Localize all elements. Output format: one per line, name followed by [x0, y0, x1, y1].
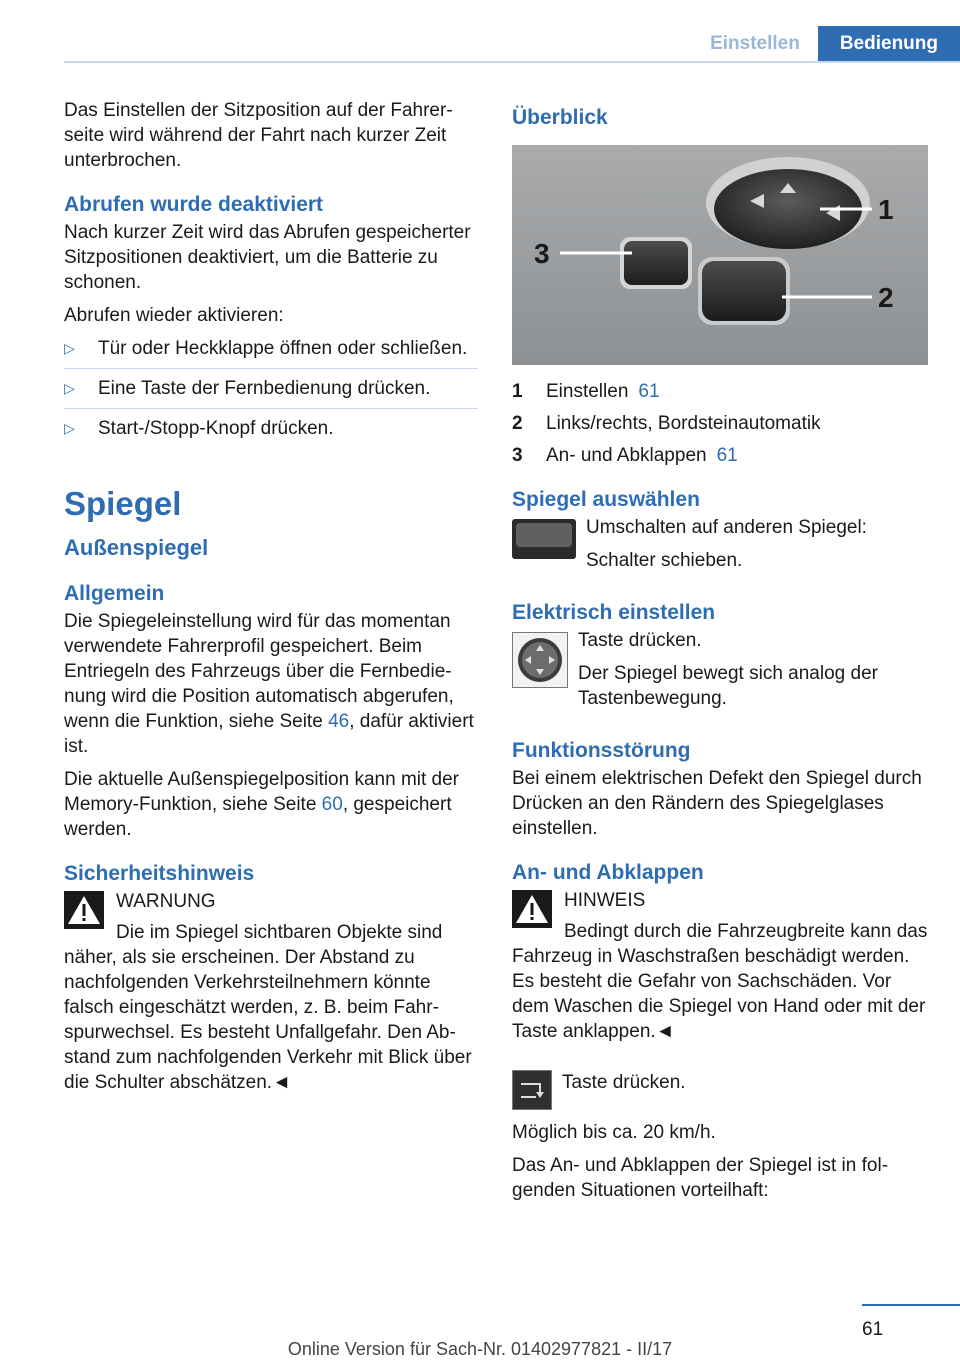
overview-heading: Überblick — [512, 106, 608, 129]
electric-adjust-heading: Elektrisch einstellen — [512, 601, 716, 624]
intro-paragraph: Das Einstellen der Sitzposition auf der Fahrerseite wird während der Fahrt nach kurzer Zeit unterbrochen. — [64, 100, 453, 171]
figure-label-3: 3 — [534, 238, 550, 269]
figure-label-2: 2 — [878, 282, 894, 313]
left-column — [64, 98, 478, 1103]
deactivated-paragraph: Nach kurzer Zeit wird das Abrufen gespeicherter Sitzpositionen deaktiviert, um die Batterie zu schonen. — [64, 222, 471, 293]
list-item: ▷ Start-/Stopp-Knopf drücken. — [64, 418, 334, 439]
subsection-title-aussenspiegel: Außenspiegel — [64, 535, 209, 560]
triangle-bullet-icon: ▷ — [64, 420, 75, 436]
speed-paragraph: Möglich bis ca. 20 km/h. — [512, 1122, 716, 1143]
figure-label-1: 1 — [878, 194, 894, 225]
memory-paragraph: Die aktuelle Außenspiegelposition kann mit der Memory-Funktion, siehe Seite 60, gespeichert werden. — [64, 769, 460, 840]
notice-label: HINWEIS — [564, 890, 646, 911]
tab-einstellen[interactable]: Einstellen — [710, 33, 800, 54]
page-link-61[interactable]: 61 — [716, 445, 738, 466]
legend-item-3: 3 An- und Abklappen 61 — [512, 445, 738, 466]
reactivate-paragraph: Abrufen wieder aktivieren: — [64, 305, 284, 326]
page-link-61[interactable]: 61 — [638, 381, 660, 402]
legend-item-2: 2 Links/rechts, Bordsteinautomatik — [512, 413, 821, 434]
notice-block — [512, 888, 928, 1052]
select-mirror-heading: Spiegel auswählen — [512, 488, 700, 511]
legend-item-1: 1 Einstellen 61 — [512, 381, 660, 402]
page-link-46[interactable]: 46 — [328, 711, 350, 732]
footer-divider — [862, 1304, 960, 1306]
fold-press-row: Taste drücken. — [512, 1066, 928, 1110]
online-version-footer: Online Version für Sach-Nr. 01402977821 - II/17 — [287, 1339, 673, 1359]
page-link-60[interactable]: 60 — [321, 794, 343, 815]
tab-bedienung[interactable]: Bedienung — [818, 26, 960, 62]
warning-icon — [64, 891, 104, 929]
mirror-adjust-dial-icon — [512, 632, 568, 688]
mirror-control-photo — [512, 145, 928, 365]
list-item: ▷ Eine Taste der Fernbedienung drücken. — [64, 376, 478, 409]
warning-icon — [512, 890, 552, 928]
notice-text: Bedingt durch die Fahrzeugbreite kann das Fahrzeug in Waschstraßen beschädigt werden. Es besteht die Gefahr von Sachschäden. Vor dem Waschen die Spiegel von Hand oder mit der Taste anklappen.◄ — [512, 921, 928, 1042]
section-title-spiegel: Spiegel — [64, 485, 182, 522]
right-column — [512, 98, 928, 1211]
header-tabs — [692, 26, 960, 62]
fold-mirror-button-icon — [512, 1070, 552, 1110]
warning-label: WARNUNG — [116, 891, 216, 912]
list-item: ▷ Tür oder Heckklappe öffnen oder schließen. — [64, 336, 478, 369]
situations-paragraph: Das An- und Abklappen der Spiegel ist in folgenden Situationen vorteilhaft: — [512, 1155, 889, 1201]
select-mirror-row: Umschalten auf anderen Spiegel: Schalter schieben. — [512, 515, 928, 581]
mirror-switch-icon — [512, 519, 576, 559]
fold-heading: An- und Abklappen — [512, 861, 704, 884]
warning-block — [64, 889, 478, 1103]
header-divider — [64, 61, 960, 63]
general-heading: Allgemein — [64, 582, 165, 605]
warning-text: Die im Spiegel sichtbaren Objekte sind näher, als sie erscheinen. Der Abstand zu nachfolgenden Verkehrsteilnehmern könnte falsch eingeschätzt werden, z. B. beim Fahrspurwechsel. Es besteht Unfallgefahr. Den Abstand zum nachfolgenden Verkehr mit Blick über die Schulter abschätzen.◄ — [64, 922, 472, 1093]
triangle-bullet-icon: ▷ — [64, 340, 75, 356]
triangle-bullet-icon: ▷ — [64, 380, 75, 396]
general-paragraph: Die Spiegeleinstellung wird für das momentan verwendete Fahrerprofil gespeichert. Beim Entriegeln des Fahrzeugs über die Fernbedienung wird die Position automatisch abgerufen, wenn die Funktion, siehe Seite 46, dafür aktiviert ist. — [64, 611, 474, 757]
deactivated-heading: Abrufen wurde deaktiviert — [64, 193, 324, 216]
page-number: 61 — [862, 1319, 884, 1340]
malfunction-paragraph: Bei einem elektrischen Defekt den Spiegel durch Drücken an den Rändern des Spiegelglases einstellen. — [512, 768, 922, 839]
safety-heading: Sicherheitshinweis — [64, 862, 255, 885]
reactivate-list — [64, 336, 478, 448]
malfunction-heading: Funktionsstörung — [512, 739, 691, 762]
electric-adjust-row: Taste drücken. Der Spiegel bewegt sich analog der Tastenbewegung. — [512, 628, 928, 719]
